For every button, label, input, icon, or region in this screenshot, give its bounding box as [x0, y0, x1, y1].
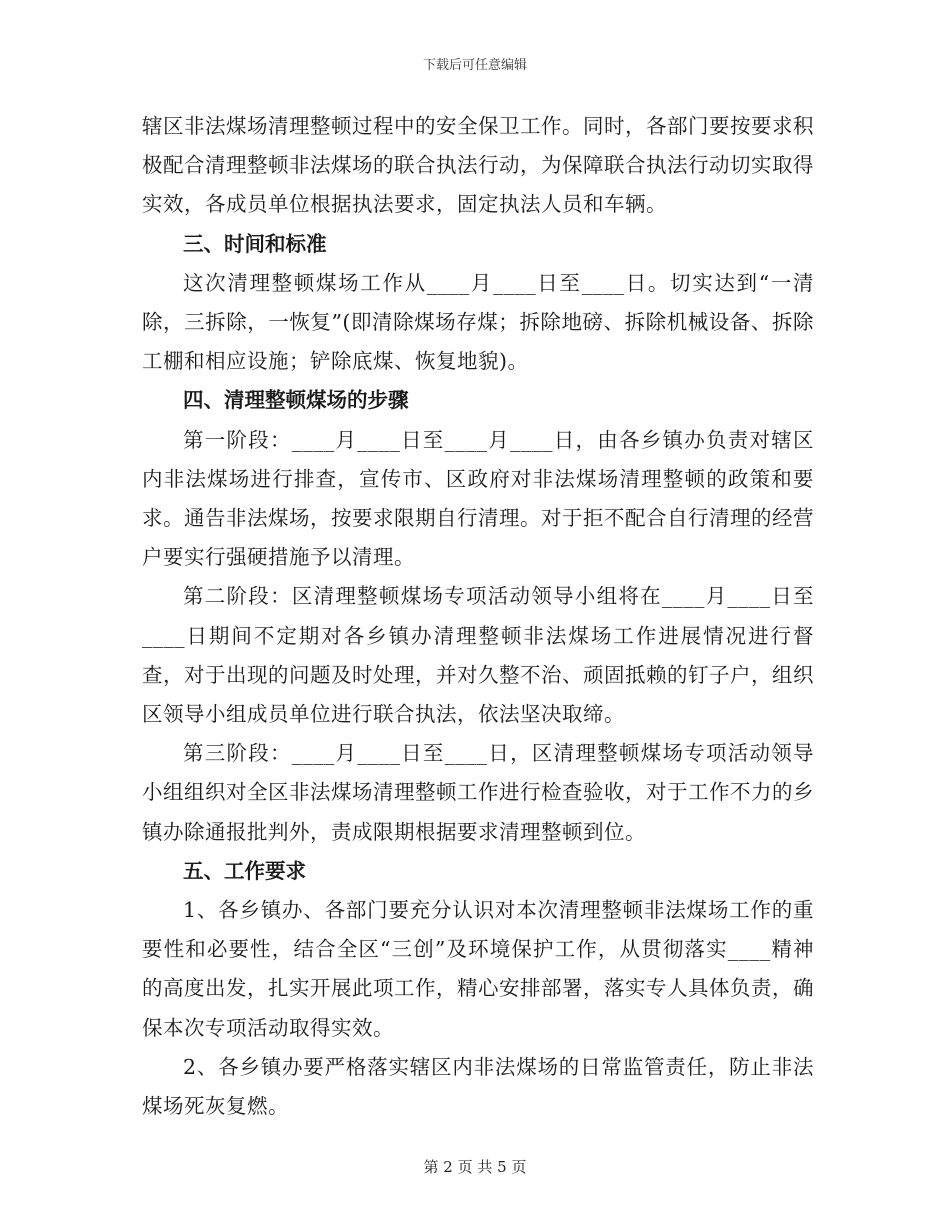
- section-heading-time-standards: 三、时间和标准: [183, 231, 327, 256]
- paragraph-phase-one: 第一阶段：____月____日至____月____日，由各乡镇办负责对辖区内非法煤场进行排查，宣传市、区政府对非法煤场清理整顿的政策和要求。通告非法煤场，按要求限期自行清理。对于拒不配合自行清理的经营户要实行强硬措施予以清理。: [142, 427, 814, 570]
- section-heading-steps: 四、清理整顿煤场的步骤: [183, 388, 409, 413]
- section-heading-requirements: 五、工作要求: [183, 858, 306, 883]
- paragraph-time-standards: 这次清理整顿煤场工作从____月____日至____日。切实达到“一清除，三拆除，一恢复”(即清除煤场存煤；拆除地磅、拆除机械设备、拆除工棚和相应设施；铲除底煤、恢复地貌)。: [142, 270, 814, 374]
- page-number: 第 2 页 共 5 页: [423, 1158, 527, 1176]
- paragraph-phase-three: 第三阶段：____月____日至____日，区清理整顿煤场专项活动领导小组组织对全区非法煤场清理整顿工作进行检查验收，对于工作不力的乡镇办除通报批判外，责成限期根据要求清理整顿到位。: [142, 741, 814, 844]
- paragraph-requirement-2: 2、各乡镇办要严格落实辖区内非法煤场的日常监管责任，防止非法煤场死灰复燃。: [142, 1054, 814, 1119]
- paragraph-security-duties: 辖区非法煤场清理整顿过程中的安全保卫工作。同时，各部门要按要求积极配合清理整顿非法煤场的联合执法行动，为保障联合执法行动切实取得实效，各成员单位根据执法要求，固定执法人员和车辆。: [142, 114, 814, 217]
- paragraph-phase-two: 第二阶段：区清理整顿煤场专项活动领导小组将在____月____日至____日期间不定期对各乡镇办清理整顿非法煤场工作进展情况进行督查，对于出现的问题及时处理，并对久整不治、顽固抵赖的钉子户，组织区领导小组成员单位进行联合执法，依法坚决取缔。: [142, 584, 814, 727]
- page-header-note: 下载后可任意编辑: [422, 58, 527, 73]
- paragraph-requirement-1: 1、各乡镇办、各部门要充分认识对本次清理整顿非法煤场工作的重要性和必要性，结合全区“三创”及环境保护工作，从贯彻落实____精神的高度出发，扎实开展此项工作，精心安排部署，落实专人具体负责，确保本次专项活动取得实效。: [142, 898, 814, 1040]
- document-body: [142, 107, 814, 1126]
